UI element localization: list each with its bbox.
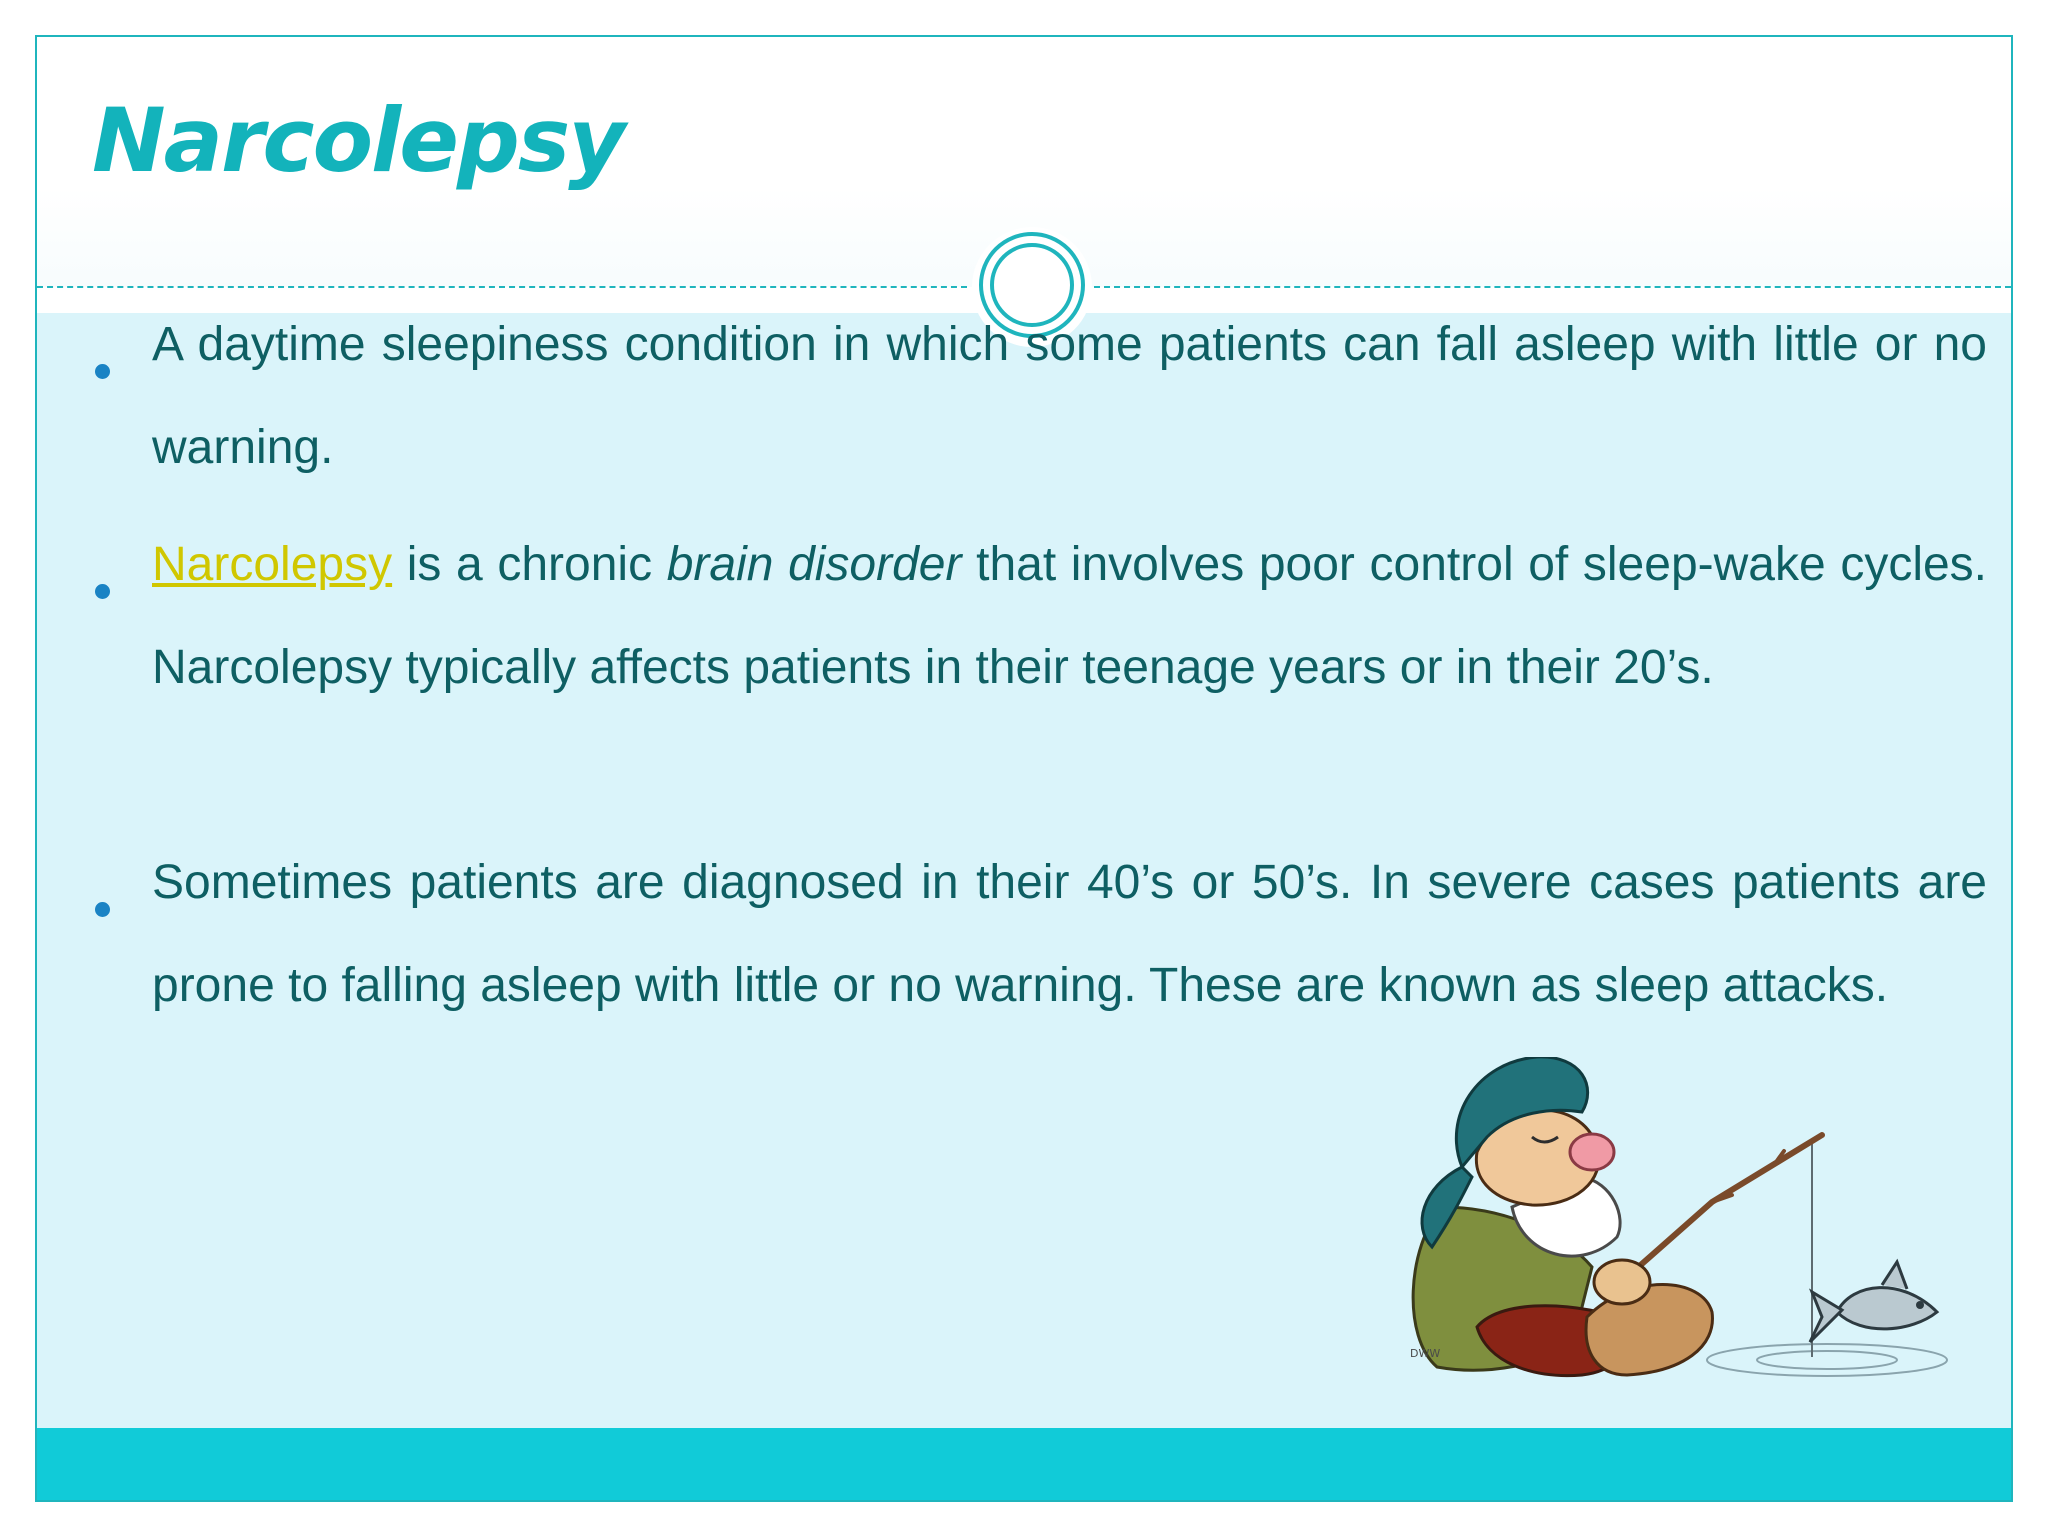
hands (1594, 1260, 1650, 1304)
footer-bar (37, 1428, 2011, 1502)
bullet-text: Sometimes patients are diagnosed in their 40’s or 50’s. In severe cases patients are prone to falling asleep with little or no warning. These are known as sleep attacks. (152, 856, 1987, 1012)
bullet-text-part: is a chronic (392, 538, 667, 591)
artist-signature: DWW (1410, 1347, 1441, 1360)
bullet-dot-icon (95, 364, 110, 379)
fishing-rod (1627, 1135, 1822, 1277)
water-ripple (1757, 1351, 1897, 1369)
dashed-divider-right (1094, 286, 2011, 288)
bullet-dot-icon (95, 584, 110, 599)
bullet-text-part: that involves poor control of sleep-wake cycles. Narcolepsy typically affects patients in their teenage years or in their 20’s. (152, 538, 1988, 694)
fish-fin (1882, 1262, 1907, 1289)
nose (1570, 1134, 1614, 1170)
bullet-text (152, 513, 1987, 719)
narcolepsy-link[interactable]: Narcolepsy (152, 538, 393, 591)
bullet-text: A daytime sleepiness condition in which some patients can fall asleep with little or no warning. (152, 318, 1987, 474)
dashed-divider-left (37, 286, 967, 288)
emphasis-text: brain disorder (666, 538, 962, 591)
slide-title: Narcolepsy (92, 89, 624, 192)
slide (35, 35, 2013, 1502)
sleepy-dwarf-fishing-illustration (1382, 1057, 1982, 1387)
water-ripple (1707, 1344, 1947, 1376)
fish-eye (1916, 1301, 1924, 1309)
fish-tail (1810, 1292, 1842, 1342)
bullet-dot-icon (95, 902, 110, 917)
